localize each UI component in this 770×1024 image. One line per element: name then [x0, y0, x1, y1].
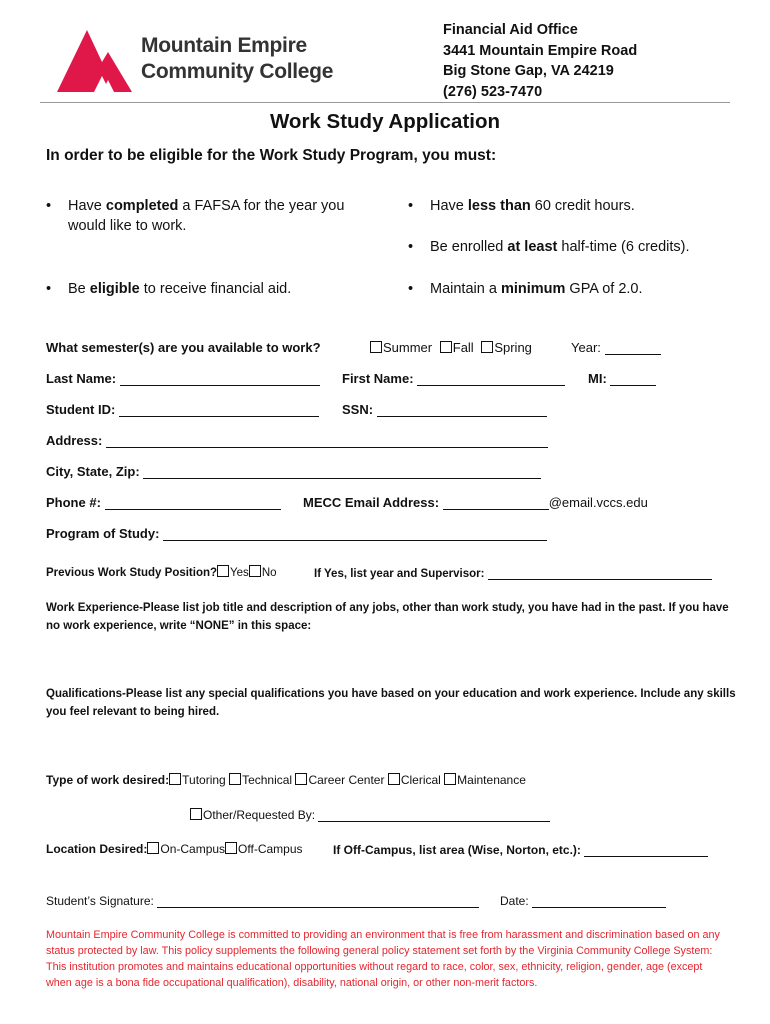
- other-checkbox[interactable]: [190, 808, 202, 820]
- first-name-field: First Name:: [342, 371, 565, 386]
- city-state-zip-field: City, State, Zip:: [46, 464, 541, 479]
- work-experience-prompt: Work Experience-Please list job title and description of any jobs, other than work study, you have had in the past. If you have no work experience, write “NONE” in this space:: [46, 602, 729, 632]
- location-field: Location Desired: On-Campus Off-Campus: [46, 842, 303, 856]
- email-input[interactable]: [443, 495, 549, 510]
- last-name-field: Last Name:: [46, 371, 320, 386]
- requirement-item: • Be eligible to receive financial aid.: [46, 281, 292, 297]
- requirement-item: • Maintain a minimum GPA of 2.0.: [408, 281, 643, 297]
- email-field: MECC Email Address: @email.vccs.edu: [303, 495, 648, 510]
- program-input[interactable]: [163, 526, 547, 541]
- off-campus-area-input[interactable]: [584, 842, 708, 857]
- date-input[interactable]: [532, 893, 666, 908]
- spring-checkbox[interactable]: [481, 341, 493, 353]
- phone-field: Phone #:: [46, 495, 281, 510]
- previous-details-input[interactable]: [488, 565, 712, 580]
- city-state-zip-input[interactable]: [143, 464, 541, 479]
- previous-yes-checkbox[interactable]: [217, 565, 229, 577]
- eeo-statement: Mountain Empire Community College is committed to providing an environment that is free from harassment and discrimination based on any status protected by law. This policy supplements the following general policy statement set forth by the Virginia Community College System: This institution promotes and maintains educational opportunities without regard to race, color, sex, ethnicity, religion, gender, age (except when age is a bona fide occupational qualification), disability, national origin, or other non-merit factors.: [46, 929, 720, 989]
- address-input[interactable]: [106, 433, 548, 448]
- college-name: Mountain Empire Community College: [141, 34, 334, 83]
- page-title: Work Study Application: [269, 110, 501, 133]
- eligibility-intro: In order to be eligible for the Work Study Program, you must:: [46, 147, 497, 164]
- on-campus-checkbox[interactable]: [147, 842, 159, 854]
- clerical-checkbox[interactable]: [388, 773, 400, 785]
- off-campus-area-field: If Off-Campus, list area (Wise, Norton, etc.):: [333, 842, 708, 857]
- requirement-item: • Be enrolled at least half-time (6 credits).: [408, 239, 690, 255]
- semester-options: Summer Fall Spring: [370, 340, 532, 355]
- mi-input[interactable]: [610, 371, 656, 386]
- previous-position-field: Previous Work Study Position? Yes No: [46, 567, 277, 579]
- ssn-input[interactable]: [377, 402, 547, 417]
- last-name-input[interactable]: [120, 371, 320, 386]
- header-divider: [40, 102, 730, 103]
- first-name-input[interactable]: [417, 371, 565, 386]
- program-field: Program of Study:: [46, 526, 547, 541]
- off-campus-checkbox[interactable]: [225, 842, 237, 854]
- semester-label: What semester(s) are you available to work?: [46, 340, 321, 355]
- work-experience-area[interactable]: [46, 640, 726, 680]
- office-address: Financial Aid Office 3441 Mountain Empire Road Big Stone Gap, VA 24219 (276) 523-7470: [443, 22, 638, 100]
- mi-field: MI:: [588, 371, 656, 386]
- maintenance-checkbox[interactable]: [444, 773, 456, 785]
- work-type-field: Type of work desired: Tutoring Technical Career Center Clerical Maintenance: [46, 773, 526, 787]
- career-center-checkbox[interactable]: [295, 773, 307, 785]
- technical-checkbox[interactable]: [229, 773, 241, 785]
- previous-no-checkbox[interactable]: [249, 565, 261, 577]
- student-id-field: Student ID:: [46, 402, 319, 417]
- date-field: Date:: [500, 893, 666, 908]
- qualifications-area[interactable]: [46, 724, 726, 768]
- phone-input[interactable]: [105, 495, 281, 510]
- student-id-input[interactable]: [119, 402, 319, 417]
- ssn-field: SSN:: [342, 402, 547, 417]
- requirement-item: • Have less than 60 credit hours.: [408, 198, 635, 214]
- signature-input[interactable]: [157, 893, 479, 908]
- qualifications-prompt: Qualifications-Please list any special qualifications you have based on your education and work experience. Include any skills you feel relevant to being hired.: [46, 688, 736, 718]
- year-input[interactable]: [605, 340, 661, 355]
- fall-checkbox[interactable]: [440, 341, 452, 353]
- signature-field: Student’s Signature:: [46, 893, 479, 908]
- requirement-item: • Have completed a FAFSA for the year you would like to work.: [46, 198, 345, 234]
- other-work-field: Other/Requested By:: [190, 807, 550, 822]
- other-input[interactable]: [318, 807, 550, 822]
- address-field: Address:: [46, 433, 548, 448]
- previous-details-field: If Yes, list year and Supervisor:: [314, 565, 712, 580]
- year-field: Year:: [571, 340, 661, 355]
- tutoring-checkbox[interactable]: [169, 773, 181, 785]
- summer-checkbox[interactable]: [370, 341, 382, 353]
